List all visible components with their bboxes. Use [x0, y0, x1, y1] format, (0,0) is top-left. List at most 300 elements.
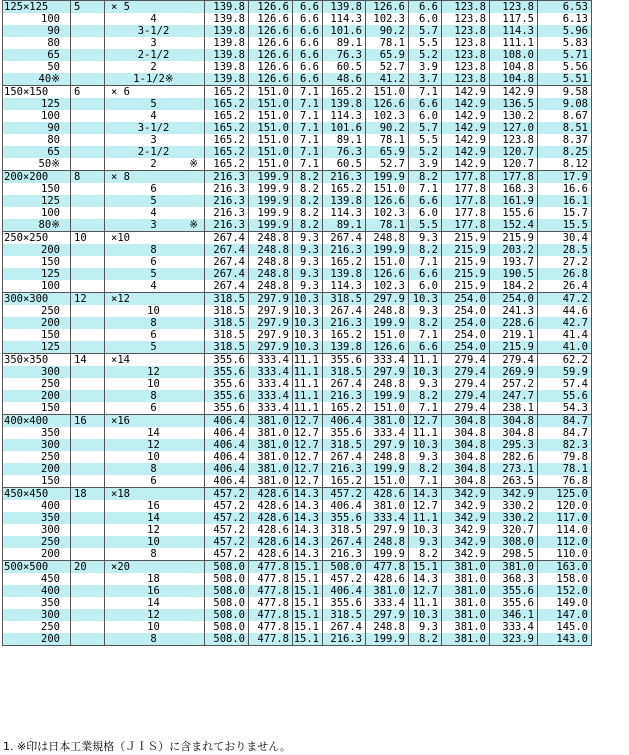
value-cell: 11.1 — [409, 354, 442, 367]
value-cell: 9.3 — [409, 621, 442, 633]
value-cell: 8.12 — [538, 158, 592, 171]
inch-size-text: 12 — [147, 524, 160, 536]
value-cell: 279.4 — [442, 366, 490, 378]
size-cell: 350 — [3, 427, 71, 439]
value-cell: 120.0 — [538, 500, 592, 512]
inch-size-cell — [105, 463, 205, 475]
value-cell: 7.1 — [409, 256, 442, 268]
value-cell: 7.1 — [409, 329, 442, 341]
value-cell: 11.1 — [409, 427, 442, 439]
main-inch-cell — [71, 195, 105, 207]
value-cell: 52.7 — [366, 158, 409, 171]
value-cell: 143.0 — [538, 633, 592, 646]
value-cell: 203.2 — [490, 244, 538, 256]
value-cell: 26.4 — [538, 280, 592, 293]
value-cell: 428.6 — [249, 500, 293, 512]
table-row — [3, 317, 592, 329]
value-cell: 323.9 — [490, 633, 538, 646]
value-cell: 57.4 — [538, 378, 592, 390]
value-cell: 368.3 — [490, 573, 538, 585]
value-cell: 142.9 — [442, 146, 490, 158]
value-cell: 342.9 — [490, 488, 538, 501]
value-cell: 114.3 — [323, 13, 366, 25]
value-cell: 9.3 — [409, 305, 442, 317]
value-cell: 267.4 — [323, 451, 366, 463]
inch-size-cell — [105, 415, 205, 428]
main-inch-cell — [71, 146, 105, 158]
table-row — [3, 402, 592, 415]
value-cell: 5.5 — [409, 134, 442, 146]
inch-size-cell — [105, 536, 205, 548]
size-cell: 250 — [3, 305, 71, 317]
value-cell: 267.4 — [323, 305, 366, 317]
value-cell: 165.2 — [323, 402, 366, 415]
inch-size-cell — [105, 305, 205, 317]
value-cell: 123.8 — [442, 73, 490, 86]
value-cell: 8.2 — [293, 207, 323, 219]
value-cell: 123.8 — [442, 13, 490, 25]
main-inch-cell — [71, 475, 105, 488]
value-cell: 199.9 — [366, 463, 409, 475]
value-cell: 26.8 — [538, 268, 592, 280]
value-cell: 333.4 — [366, 427, 409, 439]
value-cell: 15.1 — [409, 561, 442, 574]
size-cell: 100 — [3, 280, 71, 293]
main-inch-cell — [71, 13, 105, 25]
table-row — [3, 280, 592, 293]
value-cell: 248.8 — [249, 256, 293, 268]
value-cell: 6.6 — [293, 73, 323, 86]
value-cell: 142.9 — [442, 86, 490, 99]
value-cell: 108.0 — [490, 49, 538, 61]
value-cell: 60.5 — [323, 61, 366, 73]
value-cell: 9.3 — [293, 232, 323, 245]
inch-size-cell — [105, 390, 205, 402]
inch-size-text: 12 — [147, 366, 160, 378]
value-cell: 7.1 — [293, 134, 323, 146]
main-inch-cell — [71, 280, 105, 293]
size-cell: 80 — [3, 37, 71, 49]
value-cell: 54.3 — [538, 402, 592, 415]
main-inch-cell: 16 — [71, 415, 105, 428]
inch-size-cell — [105, 232, 205, 245]
value-cell: 282.6 — [490, 451, 538, 463]
value-cell: 267.4 — [323, 536, 366, 548]
value-cell: 247.7 — [490, 390, 538, 402]
value-cell: 381.0 — [366, 415, 409, 428]
value-cell: 165.2 — [323, 256, 366, 268]
value-cell: 199.9 — [249, 219, 293, 232]
value-cell: 5.71 — [538, 49, 592, 61]
value-cell: 318.5 — [205, 329, 249, 341]
table-row — [3, 305, 592, 317]
value-cell: 267.4 — [205, 268, 249, 280]
size-cell: 65 — [3, 49, 71, 61]
inch-size-cell — [105, 609, 205, 621]
value-cell: 6.0 — [409, 280, 442, 293]
value-cell: 428.6 — [249, 488, 293, 501]
table-row — [3, 475, 592, 488]
value-cell: 102.3 — [366, 110, 409, 122]
value-cell: 199.9 — [366, 390, 409, 402]
value-cell: 6.6 — [409, 341, 442, 354]
inch-size-cell — [105, 73, 205, 86]
value-cell: 139.8 — [323, 341, 366, 354]
value-cell: 297.9 — [366, 524, 409, 536]
value-cell: 165.2 — [323, 183, 366, 195]
value-cell: 6.6 — [409, 98, 442, 110]
value-cell: 238.1 — [490, 402, 538, 415]
main-inch-cell — [71, 524, 105, 536]
table-row — [3, 561, 592, 574]
value-cell: 127.0 — [490, 122, 538, 134]
value-cell: 428.6 — [249, 548, 293, 561]
main-inch-cell — [71, 25, 105, 37]
value-cell: 6.0 — [409, 13, 442, 25]
inch-size-cell — [105, 597, 205, 609]
inch-size-text: 5 — [150, 98, 157, 110]
main-inch-cell — [71, 597, 105, 609]
value-cell: 28.5 — [538, 244, 592, 256]
value-cell: 151.0 — [366, 183, 409, 195]
table-row — [3, 232, 592, 245]
inch-size-cell — [105, 25, 205, 37]
value-cell: 216.3 — [323, 633, 366, 646]
inch-size-text: 2-1/2 — [137, 146, 170, 158]
value-cell: 457.2 — [323, 573, 366, 585]
value-cell: 76.3 — [323, 49, 366, 61]
value-cell: 215.9 — [490, 232, 538, 245]
inch-size-cell — [105, 633, 205, 646]
size-cell: 125 — [3, 98, 71, 110]
table-row — [3, 463, 592, 475]
value-cell: 5.5 — [409, 37, 442, 49]
value-cell: 279.4 — [442, 402, 490, 415]
value-cell: 199.9 — [366, 633, 409, 646]
main-inch-cell — [71, 49, 105, 61]
value-cell: 9.3 — [293, 268, 323, 280]
value-cell: 14.3 — [293, 500, 323, 512]
value-cell: 158.0 — [538, 573, 592, 585]
value-cell: 477.8 — [249, 561, 293, 574]
value-cell: 215.9 — [442, 256, 490, 268]
value-cell: 3.9 — [409, 61, 442, 73]
inch-size-text: ×20 — [111, 561, 130, 573]
inch-size-cell — [105, 110, 205, 122]
value-cell: 297.9 — [249, 293, 293, 306]
value-cell: 304.8 — [442, 415, 490, 428]
value-cell: 248.8 — [366, 621, 409, 633]
size-cell: 50※ — [3, 158, 71, 171]
main-inch-cell — [71, 244, 105, 256]
inch-size-cell — [105, 146, 205, 158]
table-row — [3, 219, 592, 232]
value-cell: 477.8 — [366, 561, 409, 574]
inch-size-cell — [105, 171, 205, 184]
value-cell: 6.6 — [293, 25, 323, 37]
value-cell: 123.8 — [442, 1, 490, 14]
value-cell: 241.3 — [490, 305, 538, 317]
value-cell: 279.4 — [442, 354, 490, 367]
value-cell: 381.0 — [249, 463, 293, 475]
value-cell: 82.3 — [538, 439, 592, 451]
value-cell: 14.3 — [409, 573, 442, 585]
main-inch-cell — [71, 37, 105, 49]
inch-size-text: × 5 — [111, 1, 130, 13]
main-inch-cell: 8 — [71, 171, 105, 184]
value-cell: 142.9 — [490, 86, 538, 99]
value-cell: 8.2 — [293, 171, 323, 184]
value-cell: 139.8 — [205, 61, 249, 73]
value-cell: 139.8 — [205, 13, 249, 25]
value-cell: 168.3 — [490, 183, 538, 195]
value-cell: 139.8 — [205, 1, 249, 14]
value-cell: 477.8 — [249, 621, 293, 633]
value-cell: 65.9 — [366, 146, 409, 158]
value-cell: 6.6 — [409, 1, 442, 14]
value-cell: 10.3 — [293, 317, 323, 329]
inch-size-text: 5 — [150, 341, 157, 353]
table-row — [3, 25, 592, 37]
inch-size-cell — [105, 207, 205, 219]
value-cell: 149.0 — [538, 597, 592, 609]
size-cell: 100 — [3, 13, 71, 25]
table-row — [3, 597, 592, 609]
value-cell: 8.2 — [409, 463, 442, 475]
value-cell: 101.6 — [323, 25, 366, 37]
table-row — [3, 110, 592, 122]
value-cell: 12.7 — [293, 427, 323, 439]
value-cell: 17.9 — [538, 171, 592, 184]
inch-size-text: 2 — [150, 61, 157, 73]
value-cell: 14.3 — [293, 512, 323, 524]
size-cell: 50 — [3, 61, 71, 73]
value-cell: 112.0 — [538, 536, 592, 548]
value-cell: 9.3 — [409, 451, 442, 463]
table-row — [3, 354, 592, 367]
inch-size-text: 3-1/2 — [137, 122, 170, 134]
value-cell: 508.0 — [205, 609, 249, 621]
size-cell: 200 — [3, 548, 71, 561]
table-row — [3, 61, 592, 73]
value-cell: 330.2 — [490, 500, 538, 512]
inch-size-text: 3 — [150, 134, 157, 146]
size-cell: 150 — [3, 183, 71, 195]
size-cell: 125 — [3, 268, 71, 280]
size-cell: 300 — [3, 366, 71, 378]
main-inch-cell — [71, 122, 105, 134]
value-cell: 381.0 — [442, 621, 490, 633]
size-cell: 200×200 — [3, 171, 71, 184]
value-cell: 142.9 — [442, 110, 490, 122]
value-cell: 142.9 — [442, 98, 490, 110]
value-cell: 267.4 — [205, 280, 249, 293]
table-row — [3, 633, 592, 646]
value-cell: 123.8 — [490, 134, 538, 146]
value-cell: 44.6 — [538, 305, 592, 317]
value-cell: 41.2 — [366, 73, 409, 86]
size-cell: 250 — [3, 536, 71, 548]
inch-size-cell — [105, 122, 205, 134]
value-cell: 30.4 — [538, 232, 592, 245]
main-inch-cell — [71, 134, 105, 146]
main-inch-cell — [71, 585, 105, 597]
size-cell: 200 — [3, 633, 71, 646]
inch-size-cell — [105, 548, 205, 561]
value-cell: 177.8 — [442, 195, 490, 207]
size-cell: 90 — [3, 25, 71, 37]
value-cell: 355.6 — [490, 597, 538, 609]
value-cell: 406.4 — [205, 427, 249, 439]
size-cell: 350 — [3, 512, 71, 524]
value-cell: 52.7 — [366, 61, 409, 73]
inch-size-cell — [105, 293, 205, 306]
pipe-tee-dimensions-table — [2, 0, 592, 646]
value-cell: 151.0 — [366, 86, 409, 99]
value-cell: 152.0 — [538, 585, 592, 597]
value-cell: 381.0 — [442, 585, 490, 597]
value-cell: 297.9 — [366, 609, 409, 621]
value-cell: 165.2 — [205, 110, 249, 122]
value-cell: 184.2 — [490, 280, 538, 293]
value-cell: 254.0 — [490, 293, 538, 306]
value-cell: 6.6 — [293, 37, 323, 49]
table-row — [3, 451, 592, 463]
value-cell: 78.1 — [538, 463, 592, 475]
inch-size-cell — [105, 219, 205, 232]
main-inch-cell — [71, 268, 105, 280]
value-cell: 257.2 — [490, 378, 538, 390]
value-cell: 228.6 — [490, 317, 538, 329]
value-cell: 248.8 — [366, 536, 409, 548]
non-jis-mark: ※ — [189, 219, 198, 231]
value-cell: 215.9 — [442, 268, 490, 280]
value-cell: 130.2 — [490, 110, 538, 122]
value-cell: 126.6 — [366, 1, 409, 14]
inch-size-text: 6 — [150, 183, 157, 195]
table-row — [3, 146, 592, 158]
inch-size-text: 16 — [147, 585, 160, 597]
value-cell: 10.3 — [409, 439, 442, 451]
value-cell: 355.6 — [205, 402, 249, 415]
value-cell: 355.6 — [323, 427, 366, 439]
inch-size-text: 10 — [147, 305, 160, 317]
inch-size-text: 3 — [150, 37, 157, 49]
value-cell: 333.4 — [366, 512, 409, 524]
value-cell: 457.2 — [205, 500, 249, 512]
value-cell: 508.0 — [205, 633, 249, 646]
value-cell: 508.0 — [205, 621, 249, 633]
table-row — [3, 37, 592, 49]
value-cell: 11.1 — [409, 512, 442, 524]
value-cell: 126.6 — [249, 49, 293, 61]
value-cell: 6.6 — [293, 61, 323, 73]
value-cell: 216.3 — [323, 463, 366, 475]
value-cell: 3.7 — [409, 73, 442, 86]
value-cell: 47.2 — [538, 293, 592, 306]
value-cell: 165.2 — [205, 146, 249, 158]
value-cell: 279.4 — [490, 354, 538, 367]
inch-size-text: 10 — [147, 451, 160, 463]
value-cell: 5.51 — [538, 73, 592, 86]
value-cell: 248.8 — [249, 244, 293, 256]
value-cell: 254.0 — [442, 293, 490, 306]
main-inch-cell — [71, 463, 105, 475]
value-cell: 342.9 — [442, 500, 490, 512]
size-cell: 150 — [3, 256, 71, 268]
value-cell: 177.8 — [442, 183, 490, 195]
value-cell: 428.6 — [249, 536, 293, 548]
table-row — [3, 488, 592, 501]
value-cell: 304.8 — [490, 415, 538, 428]
inch-size-text: 14 — [147, 597, 160, 609]
value-cell: 120.7 — [490, 146, 538, 158]
table-row — [3, 86, 592, 99]
inch-size-text: ×12 — [111, 293, 130, 305]
value-cell: 381.0 — [442, 573, 490, 585]
value-cell: 78.1 — [366, 219, 409, 232]
main-inch-cell — [71, 329, 105, 341]
value-cell: 248.8 — [249, 268, 293, 280]
table-row — [3, 609, 592, 621]
table-row — [3, 183, 592, 195]
value-cell: 177.8 — [442, 207, 490, 219]
value-cell: 16.6 — [538, 183, 592, 195]
table-row — [3, 49, 592, 61]
value-cell: 304.8 — [442, 463, 490, 475]
value-cell: 14.3 — [409, 488, 442, 501]
value-cell: 10.3 — [293, 341, 323, 354]
inch-size-cell — [105, 195, 205, 207]
value-cell: 120.7 — [490, 158, 538, 171]
value-cell: 346.1 — [490, 609, 538, 621]
inch-size-text: 8 — [150, 463, 157, 475]
main-inch-cell — [71, 439, 105, 451]
value-cell: 406.4 — [205, 451, 249, 463]
inch-size-text: ×18 — [111, 488, 130, 500]
value-cell: 177.8 — [490, 171, 538, 184]
value-cell: 342.9 — [442, 512, 490, 524]
value-cell: 139.8 — [323, 195, 366, 207]
value-cell: 297.9 — [249, 305, 293, 317]
value-cell: 123.8 — [442, 61, 490, 73]
value-cell: 126.6 — [249, 25, 293, 37]
inch-size-text: 5 — [150, 268, 157, 280]
value-cell: 8.51 — [538, 122, 592, 134]
table-row — [3, 390, 592, 402]
main-inch-cell — [71, 548, 105, 561]
value-cell: 15.1 — [293, 633, 323, 646]
value-cell: 10.3 — [293, 293, 323, 306]
table-row — [3, 439, 592, 451]
value-cell: 381.0 — [442, 633, 490, 646]
value-cell: 139.8 — [323, 268, 366, 280]
main-inch-cell — [71, 378, 105, 390]
value-cell: 15.1 — [293, 609, 323, 621]
value-cell: 151.0 — [366, 402, 409, 415]
table-row — [3, 122, 592, 134]
value-cell: 199.9 — [366, 244, 409, 256]
value-cell: 295.3 — [490, 439, 538, 451]
value-cell: 508.0 — [205, 573, 249, 585]
value-cell: 219.1 — [490, 329, 538, 341]
value-cell: 15.7 — [538, 207, 592, 219]
value-cell: 142.9 — [442, 122, 490, 134]
inch-size-text: 6 — [150, 402, 157, 414]
size-cell: 100 — [3, 110, 71, 122]
value-cell: 145.0 — [538, 621, 592, 633]
size-cell: 125 — [3, 195, 71, 207]
